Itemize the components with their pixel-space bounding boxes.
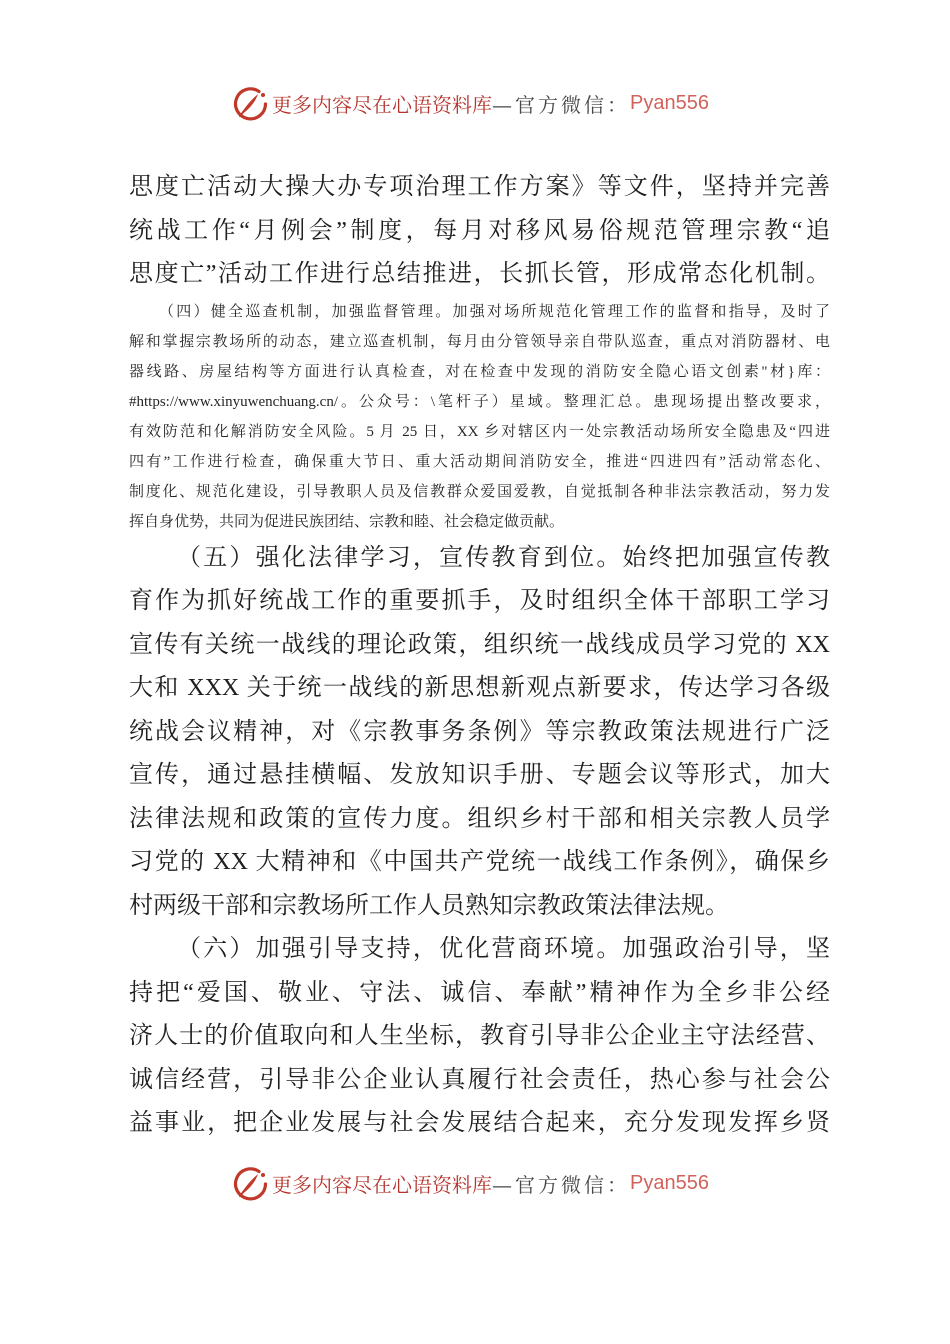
paragraph-line: 法律法规和政策的宣传力度。组织乡村干部和相关宗教人员学: [129, 805, 830, 832]
logo-icon: [232, 85, 268, 121]
paragraph-line: 诚信经营，引导非公企业认真履行社会责任，热心参与社会公: [129, 1066, 830, 1093]
header-banner: [232, 85, 709, 121]
paragraph-line: 有效防范和化解消防安全风险。5 月 25 日，XX 乡对辖区内一处宗教活动场所安全隐患及“四进: [129, 423, 830, 440]
paragraph-line: 制度化、规范化建设，引导教职人员及信教群众爱国爱教，自觉抵制各种非法宗教活动，努力发: [129, 483, 830, 500]
paragraph-line: 村两级干部和宗教场所工作人员熟知宗教政策法律法规。: [129, 892, 729, 919]
paragraph-line: （六）加强引导支持，优化营商环境。加强政治引导，坚: [177, 936, 830, 962]
paragraph-line: 统战工作“月例会”制度，每月对移风易俗规范管理宗教“追: [129, 217, 830, 244]
paragraph-line: 四有”工作进行检查，确保重大节日、重大活动期间消防安全，推进“四进四有”活动常态化、: [129, 453, 830, 470]
paragraph-business-environment: [129, 928, 830, 1146]
paragraph-inspection-mechanism: [129, 297, 830, 537]
paragraph-line: 持把“爱国、敬业、守法、诚信、奉献”精神作为全乡非公经: [129, 979, 830, 1006]
paragraph-line: 器线路、房屋结构等方面进行认真检查，对在检查中发现的消防安全隐心语文创素"材}库：: [129, 363, 830, 380]
paragraph-line: 宣传有关统一战线的理论政策，组织统一战线成员学习党的 XX: [129, 631, 830, 658]
paragraph-line: （四）健全巡查机制，加强监督管理。加强对场所规范化管理工作的监督和指导，及时了: [159, 303, 830, 320]
paragraph-line: 思度亡活动大操大办专项治理工作方案》等文件，坚持并完善: [129, 174, 830, 200]
wechat-label: —官方微信：: [492, 92, 630, 117]
wechat-label: —官方微信：: [492, 1172, 630, 1197]
wechat-id: Pyan556: [630, 1171, 709, 1194]
paragraph-line: 益事业，把企业发展与社会发展结合起来，充分发现发挥乡贤: [129, 1110, 830, 1136]
wechat-id: Pyan556: [630, 91, 709, 114]
paragraph-line: 解和掌握宗教场所的动态，建立巡查机制，每月由分管领导亲自带队巡查，重点对消防器材、电: [129, 333, 830, 350]
paragraph-line: 济人士的价值取向和人生坐标，教育引导非公企业主守法经营、: [129, 1023, 830, 1049]
paragraph-line: 习党的 XX 大精神和《中国共产党统一战线工作条例》，确保乡: [129, 849, 830, 875]
paragraph-line: 统战会议精神，对《宗教事务条例》等宗教政策法规进行广泛: [129, 718, 830, 745]
paragraph-legal-study: [129, 537, 830, 929]
paragraph-line: 宣传，通过悬挂横幅、发放知识手册、专题会议等形式，加大: [129, 762, 830, 788]
paragraph-line: 思度亡”活动工作进行总结推进，长抓长管，形成常态化机制。: [129, 261, 830, 287]
paragraph-line: 大和 XXX 关于统一战线的新思想新观点新要求，传达学习各级: [129, 675, 830, 701]
brand-name: 更多内容尽在心语资料库: [272, 1172, 492, 1197]
paragraph-line: （五）强化法律学习，宣传教育到位。始终把加强宣传教: [177, 544, 830, 571]
paragraph-line: 育作为抓好统战工作的重要抓手，及时组织全体干部职工学习: [129, 588, 830, 614]
paragraph-line: #https://www.xinyuwenchuang.cn/。公众号：\笔杆子）星域。整理汇总。患现场提出整改要求，: [129, 393, 830, 410]
brand-name: 更多内容尽在心语资料库: [272, 92, 492, 117]
paragraph-line: 挥自身优势，共同为促进民族团结、宗教和睦、社会稳定做贡献。: [129, 513, 565, 530]
footer-banner: [232, 1165, 709, 1201]
paragraph-continued: [129, 166, 830, 297]
document-body: [129, 166, 830, 1146]
logo-icon: [232, 1165, 268, 1201]
